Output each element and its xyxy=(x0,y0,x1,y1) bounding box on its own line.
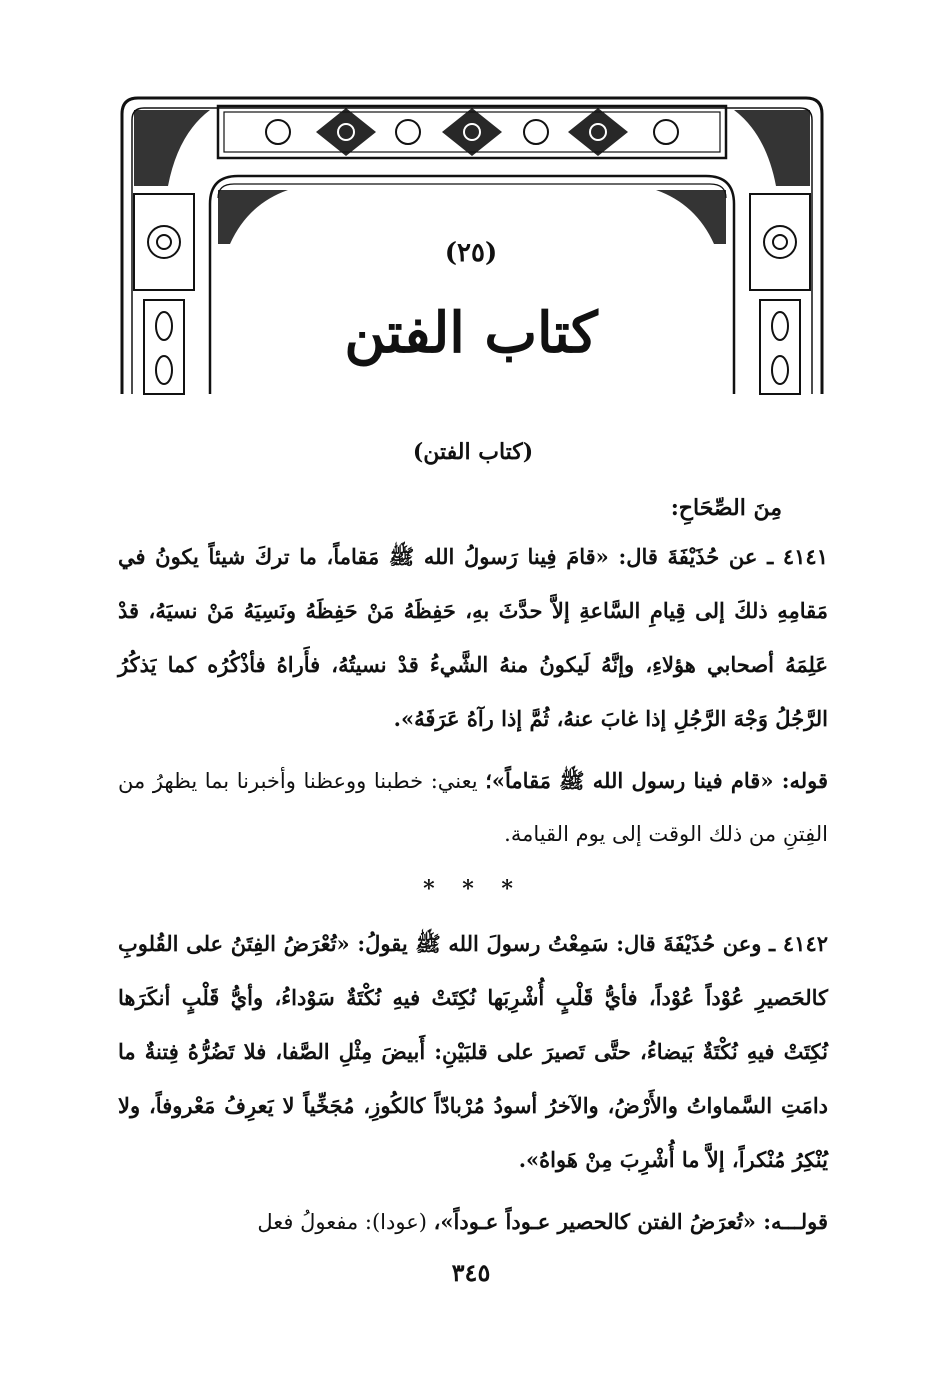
book-title: كتاب الفتن xyxy=(344,300,598,366)
page-body xyxy=(118,432,828,1249)
commentary-4141 xyxy=(118,754,828,861)
hadith-4141-text: «قامَ فِينا رَسولُ الله ﷺ مَقاماً، ما تركَ شيئاً يكونُ في مَقامِهِ ذلكَ إلى قِيامِ السَّاعةِ إلاَّ حدَّثَ بهِ، حَفِظَهُ مَنْ حَفِظَهُ ونَسِيَهُ مَنْ نسيَهُ، قدْ عَلِمَهُ أصحابي هؤلاءِ، وإنَّهُ لَيكونُ منهُ الشَّيءُ قدْ نسيتُهُ، فأَراهُ فأذْكُرُه كما يَذكُرُ الرَّجُلُ وَجْهَ الرَّجُلِ إذا غابَ عنهُ، ثُمَّ إذا رآهُ عَرَفَهُ». xyxy=(118,544,828,731)
section-subtitle: (كتاب الفتن) xyxy=(412,439,534,465)
commentary-4142-text: (عودا): مفعولُ فعل xyxy=(257,1210,434,1234)
commentary-4141-lead: قوله: «قام فينا رسول الله ﷺ مَقاماً»؛ xyxy=(485,768,828,793)
hadith-4142-text: سَمِعْتُ رسولَ الله ﷺ يقولُ: «تُعْرَضُ الفِتَنُ على القُلوبِ كالحَصيرِ عُوْداً عُوْداً، فأيُّ قَلْبٍ أُشْرِبَها نُكِتَتْ فيهِ نُكْتَةٌ سَوْداءُ، وأيُّ قَلْبٍ أنكَرَها نُكِتَتْ فيهِ نُكْتَةٌ بَيضاءُ، حتَّى تَصيرَ على قلبَيْنِ: أَبيضَ مِثْلِ الصَّفا، فلا تَضُرُّهُ فِتنةٌ ما دامَتِ السَّماواتُ والأَرْضُ، والآخرُ أسودُ مُرْبادّاً كالكُوزِ، مُجَخِّياً لا يَعرِفُ مَعْروفاً، ولا يُنْكِرُ مُنْكراً، إلاَّ ما أُشْرِبَ مِنْ هَواهُ». xyxy=(118,931,828,1172)
section-label: مِنَ الصِّحَاحِ: xyxy=(670,495,782,521)
hadith-4142-lead: ٤١٤٢ ـ وعن حُذَيْفَةَ قال: xyxy=(608,931,829,956)
commentary-4142 xyxy=(118,1195,828,1249)
hadith-4141-lead: ٤١٤١ ـ عن حُذَيْفَةَ قال: xyxy=(608,544,828,569)
hadith-4142 xyxy=(118,917,828,1187)
commentary-4142-lead: قولـــه: «تُعرَضُ الفتن كالحصير عـوداً عـوداً»، xyxy=(433,1209,828,1234)
commentary-4141-text: يعني: خطبنا ووعظنا وأخبرنا بما يظهرُ من الفِتنِ من ذلك الوقت إلى يوم القيامة. xyxy=(118,769,828,846)
page-number: ٣٤٥ xyxy=(451,1258,491,1287)
chapter-number: (٢٥) xyxy=(444,238,498,268)
section-separator: * * * xyxy=(423,876,523,902)
hadith-4141 xyxy=(118,530,828,746)
